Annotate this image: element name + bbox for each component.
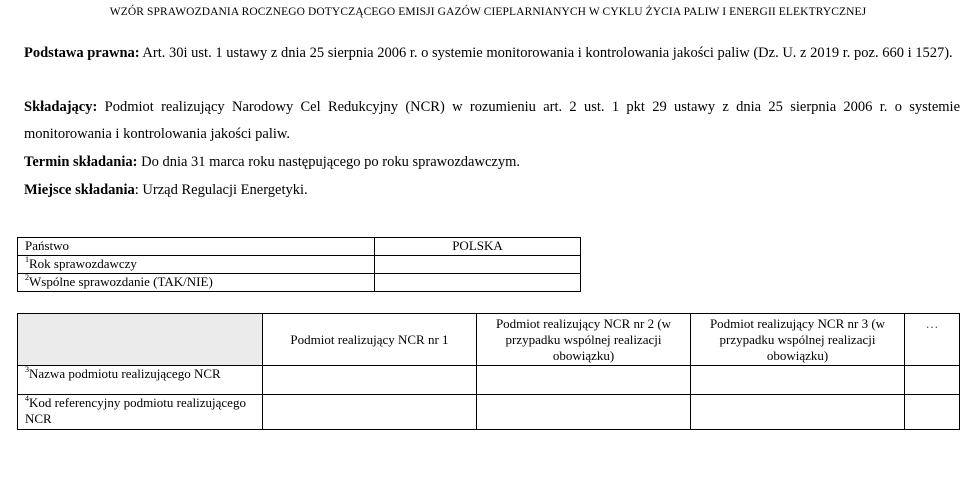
entity-3-name-field[interactable]: [691, 366, 905, 395]
entity-2-name-field[interactable]: [477, 366, 691, 395]
entity-3-code-field[interactable]: [691, 395, 905, 430]
header-entity-3: Podmiot realizujący NCR nr 3 (w przypadku wspólnej realizacji obowiązku): [691, 314, 905, 366]
footnote-marker: 1: [25, 255, 29, 264]
header-blank-cell: [18, 314, 263, 366]
entity-table: [17, 313, 960, 430]
header-entity-2: Podmiot realizujący NCR nr 2 (w przypadku wspólnej realizacji obowiązku): [477, 314, 691, 366]
table-row: [18, 366, 960, 395]
submitter-text: Podmiot realizujący Narodowy Cel Redukcyjny (NCR) w rozumieniu art. 2 ust. 1 pkt 29 ustawy z dnia 25 sierpnia 2006 r. o systemie monitorowania i kontrolowania jakości paliw.: [24, 99, 960, 142]
entity-1-name-field[interactable]: [263, 366, 477, 395]
country-label: Państwo: [18, 238, 375, 256]
joint-report-field[interactable]: [375, 274, 581, 292]
reporting-year-row: [18, 256, 581, 274]
header-entity-1: Podmiot realizujący NCR nr 1: [263, 314, 477, 366]
deadline-text: Do dnia 31 marca roku następującego po roku sprawozdawczym.: [137, 154, 520, 170]
place-label: Miejsce składania: [24, 182, 135, 198]
footnote-marker: 3: [25, 365, 29, 374]
country-value: POLSKA: [375, 238, 581, 256]
legal-basis-label: Podstawa prawna:: [24, 45, 140, 61]
table-row: [18, 395, 960, 430]
place-text: : Urząd Regulacji Energetyki.: [134, 182, 308, 198]
joint-report-label: $^2$Wspólne sprawozdanie (TAK/NIE): [18, 274, 375, 292]
document-title: WZÓR SPRAWOZDANIA ROCZNEGO DOTYCZĄCEGO EMISJI GAZÓW CIEPLARNIANYCH W CYKLU ŻYCIA PALIW I ENERGII ELEKTRYCZNEJ: [109, 6, 867, 18]
entity-name-label: $^3$Nazwa podmiotu realizującego NCR: [18, 366, 263, 395]
submitter: [24, 94, 960, 148]
country-row: [18, 238, 581, 256]
deadline-label: Termin składania:: [24, 154, 138, 170]
reporting-year-field[interactable]: [375, 256, 581, 274]
header-more: …: [905, 314, 960, 366]
entity-code-label: $^4$Kod referencyjny podmiotu realizującego NCR: [18, 395, 263, 430]
joint-report-row: [18, 274, 581, 292]
deadline: [24, 149, 960, 176]
entity-more-code-field[interactable]: [905, 395, 960, 430]
entity-2-code-field[interactable]: [477, 395, 691, 430]
reporting-year-label: $^1$Rok sprawozdawczy: [18, 256, 375, 274]
legal-basis: [24, 40, 960, 67]
entity-more-name-field[interactable]: [905, 366, 960, 395]
footnote-marker: 2: [25, 273, 29, 282]
country-table: [17, 237, 581, 292]
legal-basis-text: Art. 30i ust. 1 ustawy z dnia 25 sierpnia 2006 r. o systemie monitorowania i kontrolowania jakości paliw (Dz. U. z 2019 r. poz. 660 i 1527).: [139, 45, 953, 61]
entity-1-code-field[interactable]: [263, 395, 477, 430]
place-of-submission: [24, 177, 960, 204]
submitter-label: Składający:: [24, 99, 98, 115]
footnote-marker: 4: [25, 394, 29, 403]
entity-header-row: [18, 314, 960, 366]
